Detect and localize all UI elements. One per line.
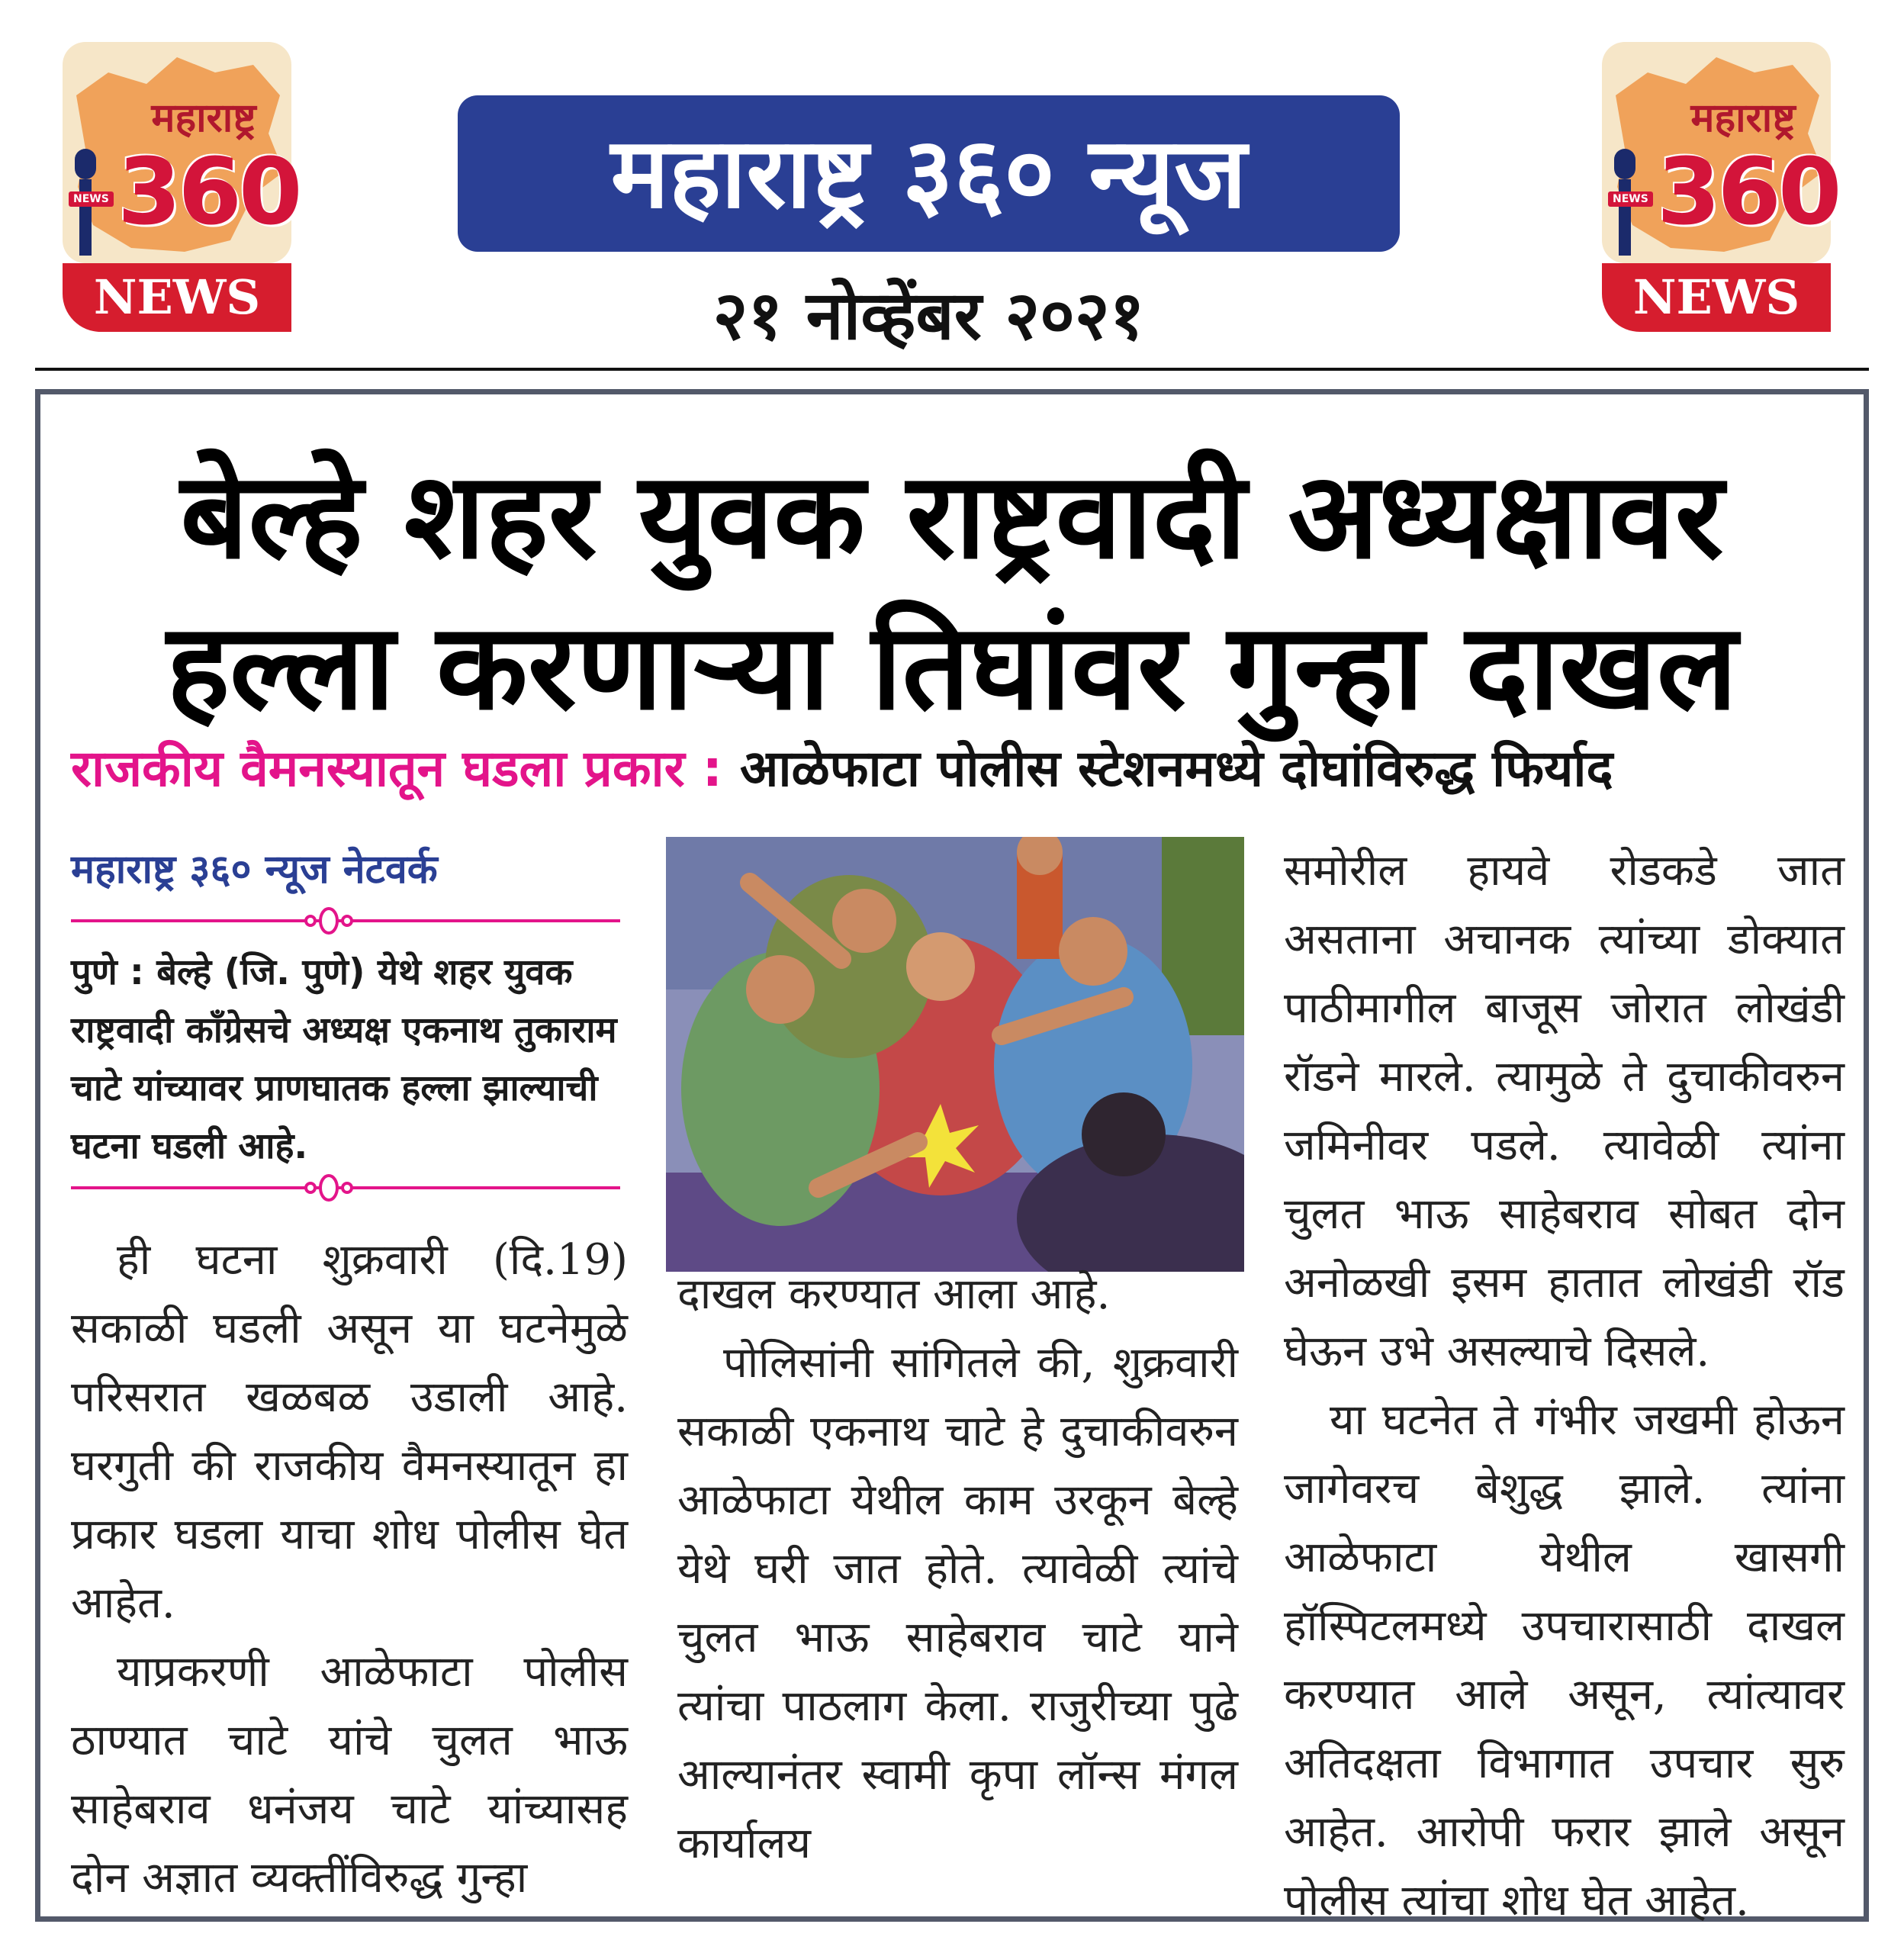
article-frame — [35, 389, 1869, 1926]
logo-number: 360 — [1657, 140, 1839, 246]
article-column-1 — [71, 1226, 628, 1913]
logo-marathi-text: महाराष्ट्र — [151, 95, 256, 141]
issue-date: २१ नोव्हेंबर २०२१ — [712, 276, 1145, 355]
article-column-2 — [677, 1260, 1238, 1878]
article-paragraph: ही घटना शुक्रवारी (दि.19) सकाळी घडली असून या घटनेमुळे परिसरात खळबळ उडाली आहे. घरगुती की राजकीय वैमनस्यातून हा प्रकार घडला याचा शोध पोलीस घेत आहेत. — [71, 1235, 628, 1628]
subhead-main: आळेफाटा पोलीस स्टेशनमध्ये दोघांविरुद्ध फिर्याद — [740, 739, 1613, 798]
logo-news-tag: NEWS — [69, 191, 114, 207]
lead-paragraph: पुणे : बेल्हे (जि. पुणे) येथे शहर युवक राष्ट्रवादी काँग्रेसचे अध्यक्ष एकनाथ तुकाराम चाटे यांच्यावर प्राणघातक हल्ला झाल्याची घटना घडली आहे. — [71, 951, 617, 1167]
brand-logo-left — [63, 42, 300, 332]
logo-marathi-text: महाराष्ट्र — [1690, 95, 1796, 141]
logo-news-band: NEWS — [1602, 263, 1831, 332]
article-paragraph: दाखल करण्यात आला आहे. — [677, 1269, 1111, 1319]
headline-line-2: हल्ला करणाऱ्या तिघांवर गुन्हा दाखल — [166, 597, 1738, 736]
article-column-3 — [1284, 837, 1844, 1935]
masthead-rule — [35, 368, 1869, 371]
byline: महाराष्ट्र ३६० न्यूज नेटवर्क — [71, 847, 438, 893]
article-paragraph: याप्रकरणी आळेफाटा पोलीस ठाण्यात चाटे यांचे चुलत भाऊ साहेबराव धनंजय चाटे यांच्यासह दोन अज्ञात व्यक्तींविरुद्ध गुन्हा — [71, 1647, 628, 1903]
article-paragraph: पोलिसांनी सांगितले की, शुक्रवारी सकाळी एकनाथ चाटे हे दुचाकीवरुन आळेफाटा येथील काम उरकून बेल्हे येथे घरी जात होते. त्यावेळी त्यांचे चुलत भाऊ साहेबराव चाटे याने त्यांचा पाठलाग केला. राजुरीच्या पुढे आल्यानंतर स्वामी कृपा लॉन्स मंगल कार्यालय — [677, 1338, 1238, 1868]
headline — [40, 440, 1864, 742]
ornament-divider-top — [71, 906, 620, 936]
brand-logo-right — [1602, 42, 1839, 332]
headline-line-1: बेल्हे शहर युवक राष्ट्रवादी अध्यक्षावर — [180, 446, 1724, 585]
logo-number: 360 — [117, 140, 300, 246]
logo-news-band: NEWS — [63, 263, 291, 332]
assault-illustration — [666, 837, 1244, 1272]
subhead-kicker: राजकीय वैमनस्यातून घडला प्रकार : — [71, 739, 723, 798]
subheadline — [71, 732, 1848, 801]
masthead-title: महाराष्ट्र ३६० न्यूज — [458, 95, 1400, 252]
ornament-divider-bottom — [71, 1173, 620, 1203]
article-paragraph: या घटनेत ते गंभीर जखमी होऊन जागेवरच बेशुद्ध झाले. त्यांना आळेफाटा येथील खासगी हॉस्पिटलमध्ये उपचारासाठी दाखल करण्यात आले असून, त्यांत्यावर अतिदक्षता विभागात उपचार सुरु आहेत. आरोपी फरार झाले असून पोलीस त्यांचा शोध घेत आहेत. — [1284, 1395, 1844, 1926]
logo-news-tag: NEWS — [1608, 191, 1653, 207]
article-paragraph: समोरील हायवे रोडकडे जात असताना अचानक त्यांच्या डोक्यात पाठीमागील बाजूस जोरात लोखंडी रॉडने मारले. त्यामुळे ते दुचाकीवरुन जमिनीवर पडले. त्यावेळी त्यांना चुलत भाऊ साहेबराव सोबत दोन अनोळखी इसम हातात लोखंडी रॉड घेऊन उभे असल्याचे दिसले. — [1284, 846, 1844, 1376]
